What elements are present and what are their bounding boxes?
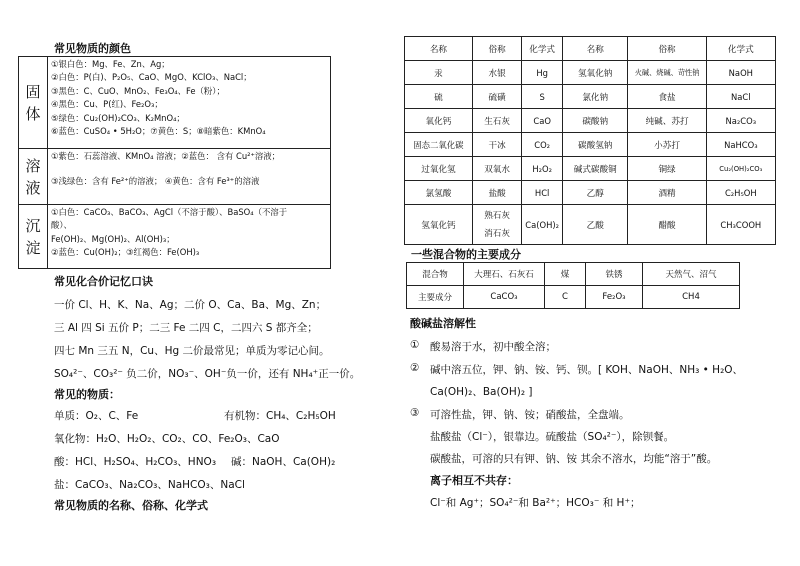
- coexist-title: 离子相互不共存：: [430, 474, 518, 487]
- table-row: 汞 水银 Hg 氢氧化钠 火碱、烧碱、苛性钠 NaOH: [405, 61, 776, 85]
- substances-title: 常见的物质：: [54, 388, 120, 401]
- rule-number: ③: [410, 407, 420, 419]
- table-row: 混合物 大理石、石灰石 煤 铁锈 天然气、沼气: [407, 263, 740, 286]
- valence-line-2: 三 Al 四 Si 五价 P；二三 Fe 二四 C，二四六 S 都齐全；: [54, 322, 318, 334]
- header-cell: 化学式: [522, 37, 563, 61]
- substance-oxide: 氧化物：H₂O、H₂O₂、CO₂、CO、Fe₂O₃、CaO: [54, 433, 280, 445]
- precipitate-label: 沉 淀: [19, 205, 48, 269]
- valence-line-1: 一价 Cl、H、K、Na、Ag；二价 O、Ca、Ba、Mg、Zn；: [54, 299, 327, 311]
- table-row: 氯氢酸 盐酸 HCl 乙醇 酒精 C₂H₅OH: [405, 181, 776, 205]
- header-cell: 名称: [562, 37, 628, 61]
- solubility-line-2b: Ca(OH)₂、Ba(OH)₂ ]: [430, 386, 533, 398]
- header-cell: 俗称: [628, 37, 706, 61]
- table-row: 氧化钙 生石灰 CaO 碳酸钠 纯碱、苏打 Na₂CO₃: [405, 109, 776, 133]
- coexist-line: Cl⁻和 Ag⁺；SO₄²⁻和 Ba²⁺；HCO₃⁻ 和 H⁺；: [430, 497, 641, 509]
- solid-label: 固 体: [19, 57, 48, 149]
- solid-items: ①银白色：Mg、Fe、Zn、Ag； ②白色：P(白)、P₂O₅、CaO、MgO、KClO₃、NaCl； ③黑色：C、CuO、MnO₂、Fe₃O₄、Fe（粉）； ④黑色：Cu、P(红)、Fe₂O₃； ⑤绿色：Cu₂(OH)₂CO₃、K₂MnO₄； ⑥蓝色：CuSO₄ • 5H₂O；⑦黄色：S；⑧暗紫色：KMnO₄: [48, 57, 331, 149]
- solubility-line-5: 碳酸盐，可溶的只有钾、钠、铵 其余不溶水，均能“溶于”酸。: [430, 453, 718, 465]
- solubility-line-2a: 碱中溶五位，钾、钠、铵、钙、钡。[ KOH、NaOH、NH₃ • H₂O、: [430, 364, 744, 376]
- substance-salt: 盐：CaCO₃、Na₂CO₃、NaHCO₃、NaCl: [54, 479, 245, 491]
- table-row: 主要成分 CaCO₃ C Fe₂O₃ CH4: [407, 286, 740, 309]
- substance-organic: 有机物：CH₄、C₂H₅OH: [224, 410, 336, 422]
- header-cell: 化学式: [706, 37, 775, 61]
- names-table: [404, 36, 776, 245]
- colors-table: [18, 56, 331, 269]
- substance-simple: 单质：O₂、C、Fe: [54, 410, 139, 422]
- header-cell: 名称: [405, 37, 473, 61]
- names-title: 常见物质的名称、俗称、化学式: [54, 499, 208, 512]
- solution-label: 溶 液: [19, 149, 48, 205]
- solubility-title: 酸碱盐溶解性: [410, 317, 476, 330]
- valence-line-4: SO₄²⁻、CO₃²⁻ 负二价，NO₃⁻、OH⁻负一价，还有 NH₄⁺正一价。: [54, 368, 361, 380]
- rule-number: ②: [410, 362, 420, 374]
- solubility-line-3: 可溶性盐，钾、钠、铵；硝酸盐，全盘端。: [430, 409, 630, 421]
- valence-line-3: 四七 Mn 三五 N，Cu、Hg 二价最常见；单质为零记心间。: [54, 345, 330, 357]
- valence-title: 常见化合价记忆口诀: [54, 275, 153, 288]
- mixture-table: [406, 262, 740, 309]
- rule-number: ①: [410, 339, 420, 351]
- solubility-line-4: 盐酸盐（Cl⁻），银靠边。硫酸盐（SO₄²⁻），除钡餐。: [430, 431, 675, 443]
- solubility-line-1: 酸易溶于水，初中酸全溶；: [430, 341, 556, 353]
- colors-title: 常见物质的颜色: [54, 42, 131, 55]
- solution-items: ①紫色：石蕊溶液、KMnO₄ 溶液；②蓝色： 含有 Cu²⁺溶液； ③浅绿色：含有 Fe²⁺的溶液； ④黄色：含有 Fe³⁺的溶液: [48, 149, 331, 205]
- substance-base: 碱：NaOH、Ca(OH)₂: [231, 456, 336, 468]
- table-row: 固态二氧化碳 干冰 CO₂ 碳酸氢钠 小苏打 NaHCO₃: [405, 133, 776, 157]
- table-row: 氢氧化钙 熟石灰 消石灰 Ca(OH)₂ 乙酸 醋酸 CH₃COOH: [405, 205, 776, 245]
- substance-acid: 酸：HCl、H₂SO₄、H₂CO₃、HNO₃: [54, 456, 217, 468]
- header-cell: 俗称: [472, 37, 521, 61]
- precipitate-items: ①白色：CaCO₃、BaCO₃、AgCl（不溶于酸）、BaSO₄（不溶于 酸）、 Fe(OH)₂、Mg(OH)₂、Al(OH)₃； ②蓝色：Cu(OH)₂；③红褐色：Fe(OH)₃: [48, 205, 331, 269]
- mixture-title: 一些混合物的主要成分: [411, 248, 521, 261]
- table-row: 硫 硫磺 S 氯化钠 食盐 NaCl: [405, 85, 776, 109]
- table-row: 过氧化氢 双氧水 H₂O₂ 碱式碳酸铜 铜绿 Cu₂(OH)₂CO₃: [405, 157, 776, 181]
